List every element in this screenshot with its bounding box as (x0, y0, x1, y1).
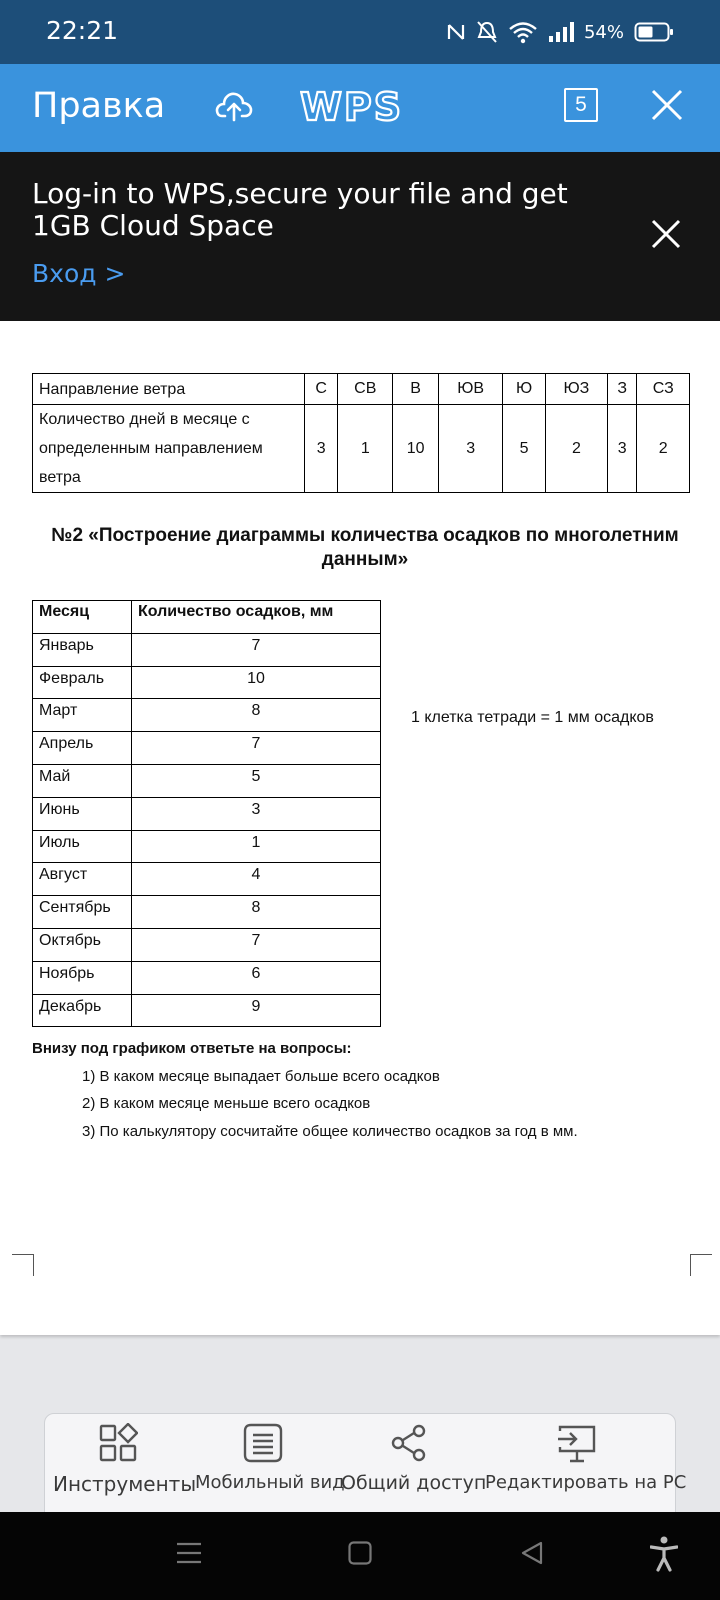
edit-button[interactable]: Правка (32, 86, 166, 126)
tab-count-button[interactable]: 5 (564, 88, 598, 122)
status-bar (0, 0, 720, 64)
precip-month: Май (33, 764, 132, 797)
precip-value: 8 (132, 699, 381, 732)
precip-value: 4 (132, 863, 381, 896)
question-item: 3) По калькулятору сосчитайте общее количество осадков за год в мм. (82, 1123, 578, 1140)
table-row (33, 830, 381, 863)
wind-days: 2 (545, 405, 607, 493)
precip-value: 3 (132, 797, 381, 830)
system-nav-bar (0, 1512, 720, 1600)
banner-message: Log-in to WPS,secure your file and get 1GB Cloud Space (32, 177, 568, 242)
document-page[interactable] (0, 152, 720, 1335)
table-row (33, 699, 381, 732)
table-row (33, 928, 381, 961)
share-icon (389, 1423, 429, 1463)
battery-percent: 54% (583, 21, 624, 43)
wind-direction: С (305, 374, 338, 405)
question-item: 2) В каком месяце меньше всего осадков (82, 1095, 371, 1112)
precip-month: Январь (33, 633, 132, 666)
bottom-toolbar (44, 1413, 687, 1513)
mute-bell-icon (476, 20, 498, 44)
precip-header-amount: Количество осадков, мм (132, 601, 381, 634)
wind-direction: ЮВ (439, 374, 503, 405)
table-row (33, 797, 381, 830)
precip-month: Ноябрь (33, 961, 132, 994)
share-label: Общий доступ (341, 1472, 487, 1494)
precip-value: 7 (132, 732, 381, 765)
wind-days: 3 (305, 405, 338, 493)
edit-on-pc-label: Редактировать на PC (485, 1472, 687, 1493)
question-item: 1) В каком месяце выпадает больше всего осадков (82, 1068, 440, 1085)
precip-month: Октябрь (33, 928, 132, 961)
wind-direction: В (393, 374, 439, 405)
precip-header-month: Месяц (33, 601, 132, 634)
precip-month: Февраль (33, 666, 132, 699)
precip-value: 1 (132, 830, 381, 863)
accessibility-icon[interactable] (650, 1536, 678, 1572)
mobile-view-button[interactable] (195, 1414, 345, 1493)
banner-close-icon[interactable] (650, 218, 682, 250)
precip-value: 5 (132, 764, 381, 797)
table-row (33, 633, 381, 666)
table-row (33, 961, 381, 994)
precip-month: Март (33, 699, 132, 732)
precip-value: 8 (132, 896, 381, 929)
back-icon[interactable] (520, 1540, 544, 1566)
page-corner-mark (12, 1254, 34, 1276)
share-button[interactable] (341, 1414, 487, 1494)
wifi-icon (508, 20, 538, 44)
table-row (33, 896, 381, 929)
table-row (33, 994, 381, 1027)
wind-table (32, 373, 690, 493)
battery-icon (634, 21, 674, 43)
precip-month: Июнь (33, 797, 132, 830)
close-icon[interactable] (650, 88, 684, 122)
precip-month: Август (33, 863, 132, 896)
task2-title: №2 «Построение диаграммы количества осадков по многолетним данным» (51, 525, 679, 570)
precip-month: Декабрь (33, 994, 132, 1027)
precip-value: 10 (132, 666, 381, 699)
wind-row-label: Направление ветра (33, 374, 305, 405)
home-icon[interactable] (348, 1540, 372, 1566)
tools-button[interactable] (53, 1414, 197, 1496)
wind-days: 5 (503, 405, 546, 493)
table-row (33, 764, 381, 797)
status-icons (446, 18, 674, 46)
signal-icon (548, 21, 574, 43)
monitor-edit-icon (556, 1423, 598, 1463)
wps-logo-text: WPS (300, 86, 404, 126)
table-row (33, 732, 381, 765)
precip-month: Июль (33, 830, 132, 863)
table-row (33, 666, 381, 699)
precip-month: Сентябрь (33, 896, 132, 929)
status-time: 22:21 (46, 16, 119, 45)
questions-heading: Внизу под графиком ответьте на вопросы: (32, 1040, 352, 1057)
edit-on-pc-button[interactable] (485, 1414, 687, 1493)
scale-note: 1 клетка тетради = 1 мм осадков (411, 709, 654, 726)
wind-days: 3 (607, 405, 637, 493)
table-row (33, 863, 381, 896)
wind-days: 1 (338, 405, 393, 493)
precip-value: 7 (132, 633, 381, 666)
login-link[interactable]: Вход > (32, 259, 126, 288)
wind-days: 3 (439, 405, 503, 493)
cloud-upload-icon[interactable] (214, 86, 254, 126)
tools-label: Инструменты (53, 1472, 197, 1496)
wind-row-label: Количество дней в месяце с определенным направлением ветра (33, 405, 305, 493)
precip-month: Апрель (33, 732, 132, 765)
wind-direction: З (607, 374, 637, 405)
tools-icon (98, 1423, 138, 1463)
page-corner-mark (690, 1254, 712, 1276)
precip-value: 9 (132, 994, 381, 1027)
app-header (0, 64, 720, 152)
wind-direction: СВ (338, 374, 393, 405)
wps-logo (300, 86, 412, 126)
wind-days: 2 (637, 405, 690, 493)
menu-icon[interactable] (176, 1540, 202, 1566)
login-banner (0, 152, 720, 321)
precip-value: 6 (132, 961, 381, 994)
wind-direction: СЗ (637, 374, 690, 405)
wind-days: 10 (393, 405, 439, 493)
precip-value: 7 (132, 928, 381, 961)
nfc-icon (446, 21, 466, 43)
mobile-view-icon (243, 1423, 283, 1463)
wind-direction: Ю (503, 374, 546, 405)
mobile-view-label: Мобильный вид (195, 1472, 345, 1493)
wind-direction: ЮЗ (545, 374, 607, 405)
precip-table (32, 600, 381, 1027)
